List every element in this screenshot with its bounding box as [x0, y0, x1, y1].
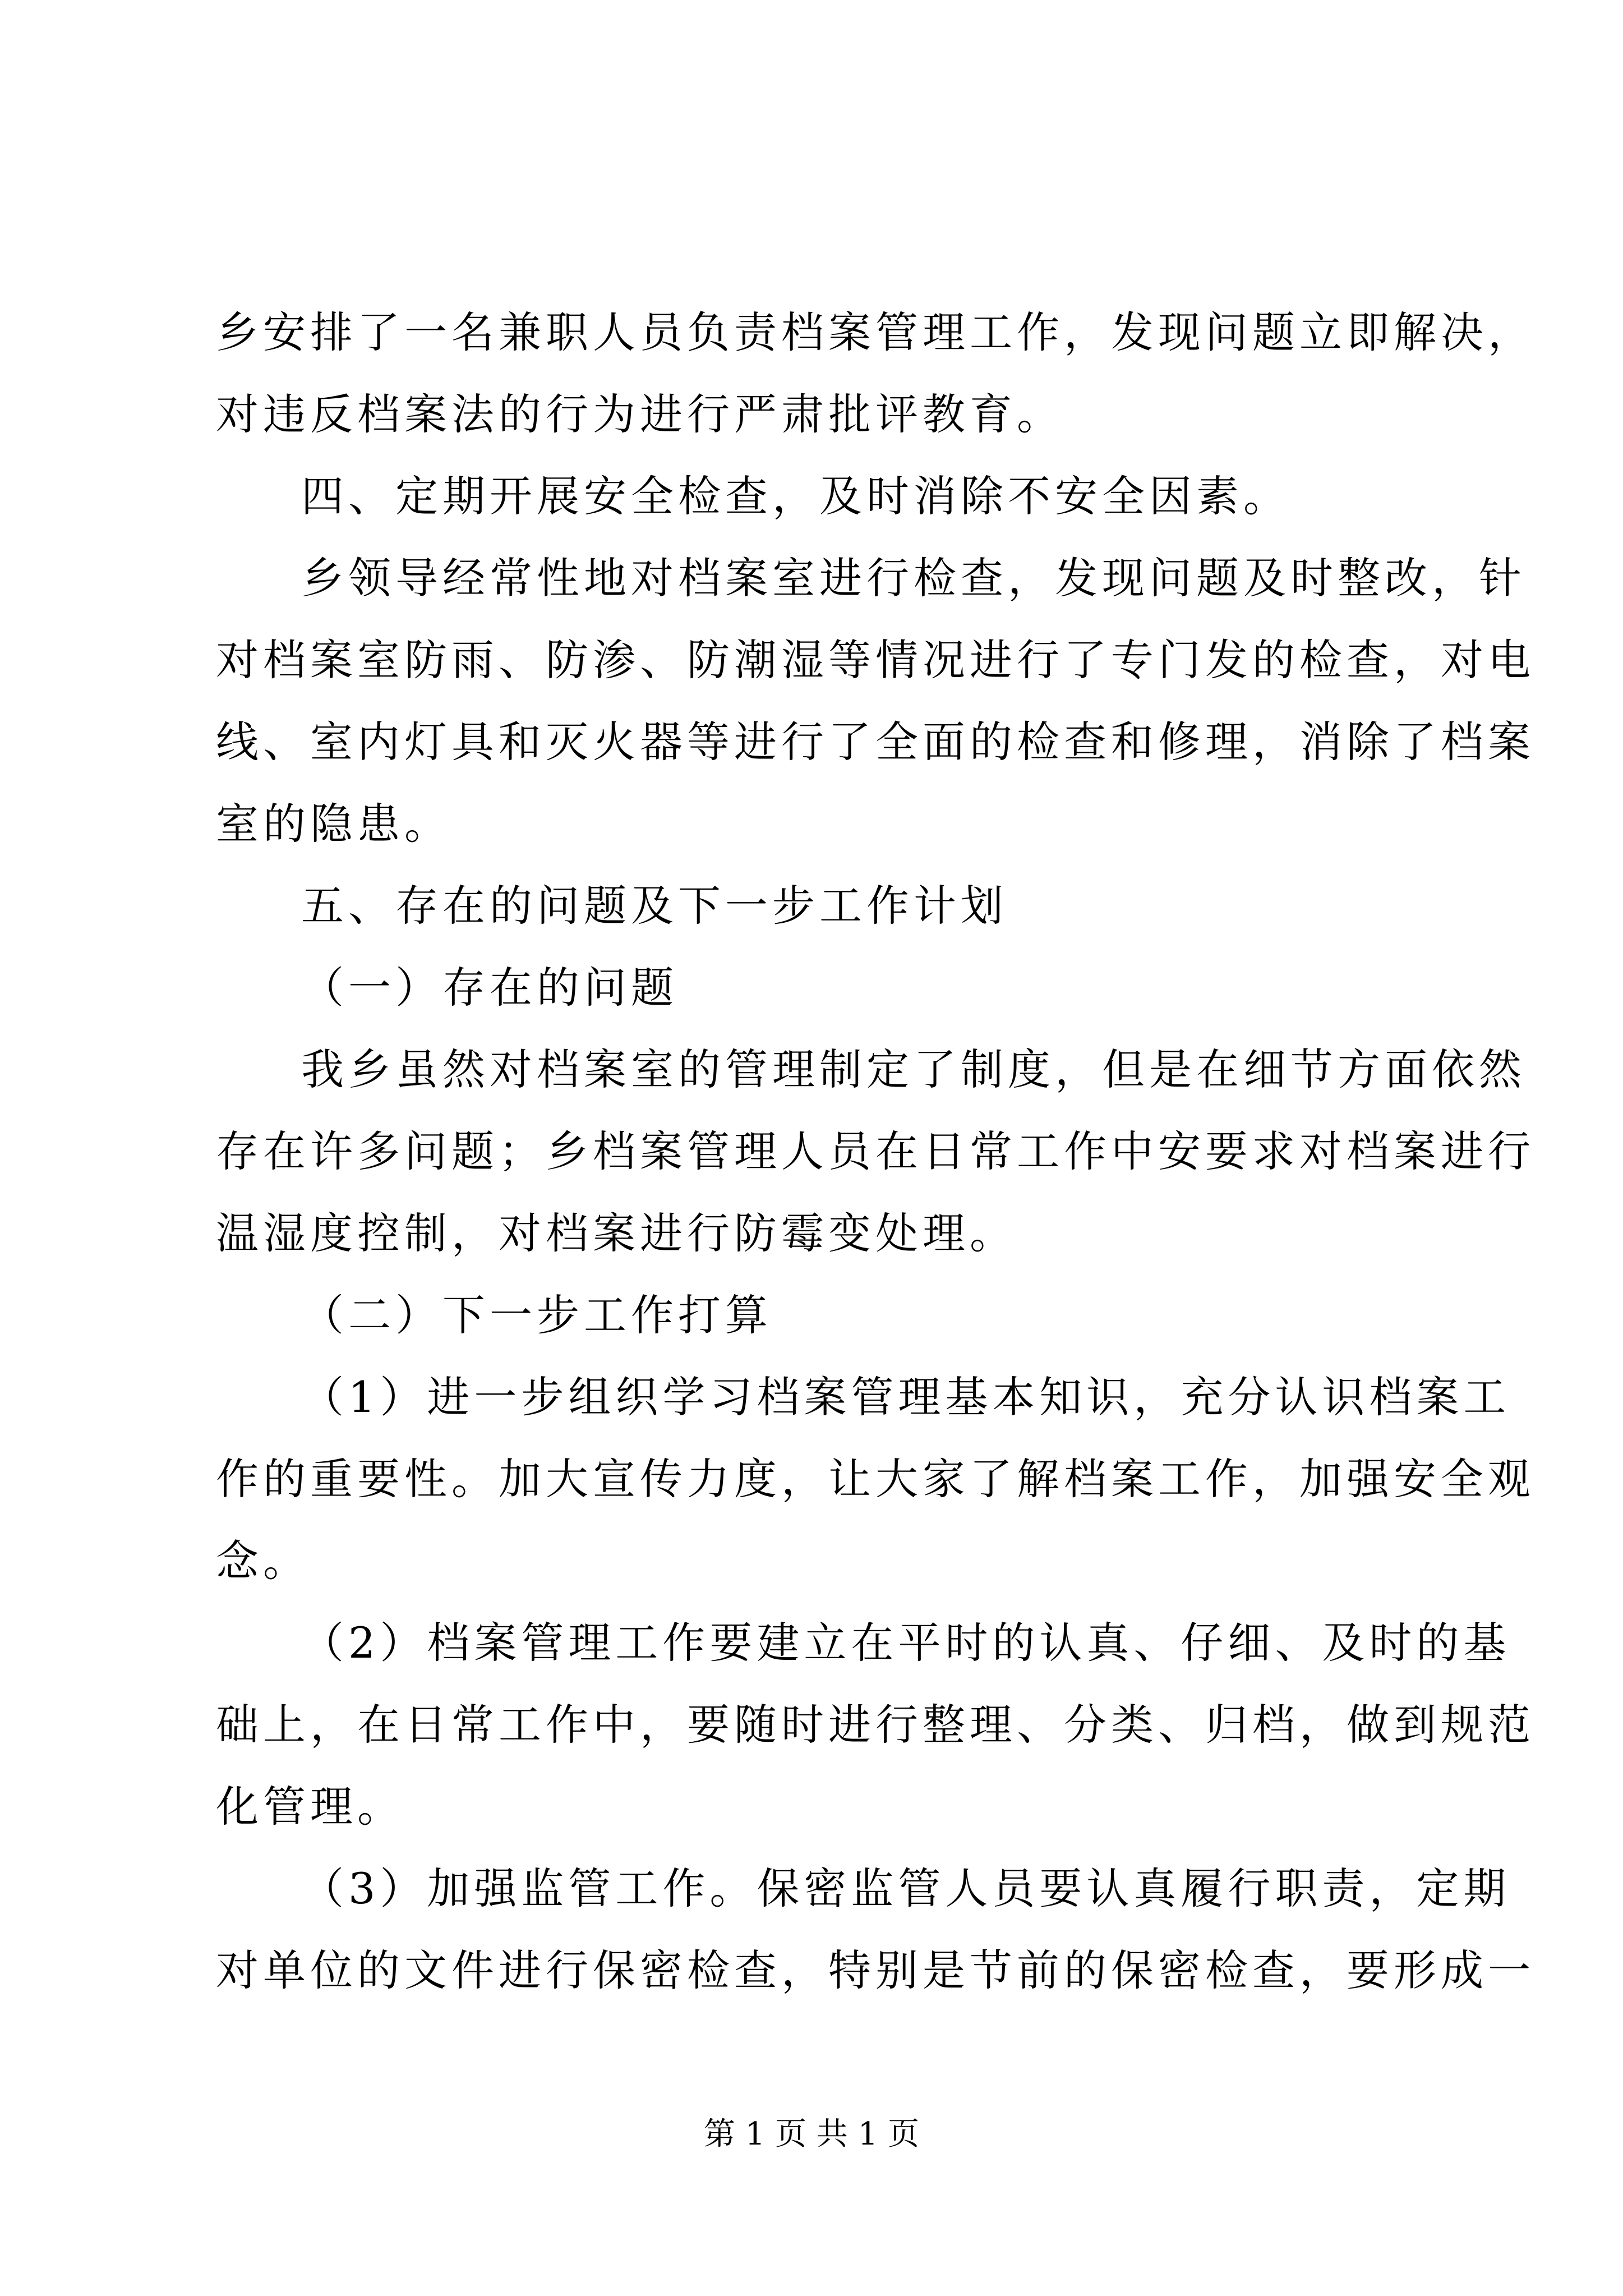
text-line-6: 线、室内灯具和灭火器等进行了全面的检查和修理，消除了档案: [216, 717, 1535, 767]
text-line-19: 化管理。: [216, 1782, 404, 1832]
text-line-7: 室的隐患。: [216, 799, 451, 849]
document-body: [216, 292, 1535, 2012]
text-line-1: 乡安排了一名兼职人员负责档案管理工作，发现问题立即解决，: [216, 307, 1535, 357]
text-line-5: 对档案室防雨、防渗、防潮湿等情况进行了专门发的检查，对电: [216, 635, 1535, 685]
section-heading-5: 五、存在的问题及下一步工作计划: [301, 881, 1008, 931]
text-line-18: 础上，在日常工作中，要随时进行整理、分类、归档，做到规范: [216, 1700, 1535, 1750]
text-line-16: 念。: [216, 1536, 310, 1586]
text-line-17: （2）档案管理工作要建立在平时的认真、仔细、及时的基: [301, 1618, 1511, 1668]
text-line-20: （3）加强监管工作。保密监管人员要认真履行职责，定期: [301, 1864, 1511, 1913]
subsection-heading-1: （一）存在的问题: [301, 963, 678, 1013]
text-line-11: 存在许多问题；乡档案管理人员在日常工作中安要求对档案进行: [216, 1126, 1535, 1176]
subsection-heading-2: （二）下一步工作打算: [301, 1290, 772, 1340]
text-line-10: 我乡虽然对档案室的管理制定了制度，但是在细节方面依然: [301, 1045, 1526, 1094]
text-line-21: 对单位的文件进行保密检查，特别是节前的保密检查，要形成一: [216, 1945, 1535, 1995]
text-line-15: 作的重要性。加大宣传力度，让大家了解档案工作，加强安全观: [216, 1454, 1535, 1504]
text-line-12: 温湿度控制，对档案进行防霉变处理。: [216, 1208, 1017, 1258]
text-line-4: 乡领导经常性地对档案室进行检查，发现问题及时整改，针: [301, 553, 1526, 603]
text-line-2: 对违反档案法的行为进行严肃批评教育。: [216, 389, 1064, 439]
text-line-14: （1）进一步组织学习档案管理基本知识，充分认识档案工: [301, 1372, 1511, 1422]
section-heading-4: 四、定期开展安全检查，及时消除不安全因素。: [301, 471, 1290, 521]
page-footer: 第 1 页 共 1 页: [703, 2116, 920, 2152]
